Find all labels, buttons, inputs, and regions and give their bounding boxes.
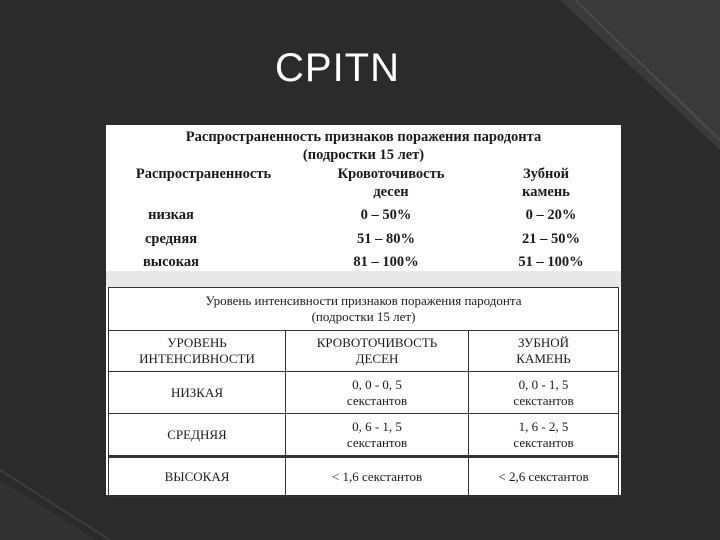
header-calculus-line2: камень [522,184,570,200]
row-low-level: низкая [148,207,194,223]
slide-title: CPITN [275,46,400,90]
row-high-level: высокая [142,254,200,270]
row-mid-calculus: 21 – 50% [522,231,580,247]
intensity-low-bleeding-range: 0, 0 - 0, 5 [352,376,402,392]
intensity-caption [109,288,619,331]
header-intensity-calculus [469,331,619,372]
table-divider [106,271,621,287]
intensity-low-bleeding-unit: секстантов [346,392,408,408]
intensity-high-bleeding: < 1,6 секстантов [286,457,469,497]
header-calculus2-line2: КАМЕНЬ [516,351,571,366]
intensity-high-level: ВЫСОКАЯ [109,457,286,497]
header-intensity-level [109,331,286,372]
row-low-bleeding: 0 – 50% [360,207,412,223]
header-level-line1: УРОВЕНЬ [167,335,227,350]
intensity-caption-line1: Уровень интенсивности признаков поражения пародонта [205,293,522,308]
row-low-calculus: 0 – 20% [525,207,577,223]
header-level-line2: ИНТЕНСИВНОСТИ [139,351,255,366]
header-calculus-line1: Зубной [523,166,569,182]
intensity-mid-bleeding-range: 0, 6 - 1, 5 [352,418,402,434]
intensity-caption-line2: (подростки 15 лет) [311,309,416,324]
intensity-mid-calculus [469,414,619,457]
prevalence-caption-line2: (подростки 15 лет) [302,147,425,163]
header-bleeding-line1: Кровоточивость [337,166,445,182]
intensity-mid-calculus-range: 1, 6 - 2, 5 [518,418,569,434]
header-calculus2-line1: ЗУБНОЙ [517,335,570,350]
prevalence-caption-line1: Распространенность признаков поражения пародонта [185,129,542,145]
content-panel [106,125,621,495]
header-bleeding2-line2: ДЕСЕН [355,351,399,366]
header-bleeding-line2: десен [373,184,409,200]
row-high-calculus: 51 – 100% [518,254,584,270]
header-intensity-bleeding [286,331,469,372]
intensity-low-calculus-range: 0, 0 - 1, 5 [518,376,569,392]
row-mid-level: средняя [144,231,198,247]
intensity-mid-calculus-unit: секстантов [513,434,574,450]
intensity-low-bleeding [286,372,469,414]
row-mid-bleeding: 51 – 80% [357,231,415,247]
row-high-bleeding: 81 – 100% [353,254,419,270]
intensity-table [108,287,619,497]
intensity-low-level: НИЗКАЯ [109,372,286,414]
header-prevalence: Распространенность [135,166,272,182]
prevalence-table [106,125,621,271]
intensity-low-calculus [469,372,619,414]
intensity-high-calculus: < 2,6 секстантов [469,457,619,497]
header-bleeding2-line1: КРОВОТОЧИВОСТЬ [316,335,438,350]
intensity-mid-bleeding [286,414,469,457]
intensity-mid-bleeding-unit: секстантов [346,434,408,450]
intensity-low-calculus-unit: секстантов [513,392,574,408]
intensity-mid-level: СРЕДНЯЯ [109,414,286,457]
